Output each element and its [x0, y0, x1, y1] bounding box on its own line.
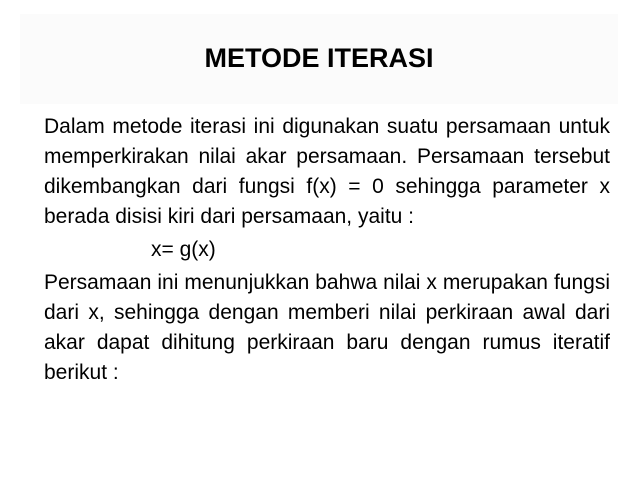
- formula: x= g(x): [151, 238, 216, 261]
- slide-body: [44, 112, 610, 388]
- paragraph-explanation: Persamaan ini menunjukkan bahwa nilai x merupakan fungsi dari x, sehingga dengan memberi nilai perkiraan awal dari akar dapat dihitung perkiraan baru dengan rumus iteratif berikut :: [44, 271, 610, 384]
- paragraph-intro: Dalam metode iterasi ini digunakan suatu persamaan untuk memperkirakan nilai akar persamaan. Persamaan tersebut dikembangkan dari fungsi f(x) = 0 sehingga parameter x berada disisi kiri dari persamaan, yaitu :: [44, 115, 610, 228]
- slide-title: METODE ITERASI: [204, 43, 434, 73]
